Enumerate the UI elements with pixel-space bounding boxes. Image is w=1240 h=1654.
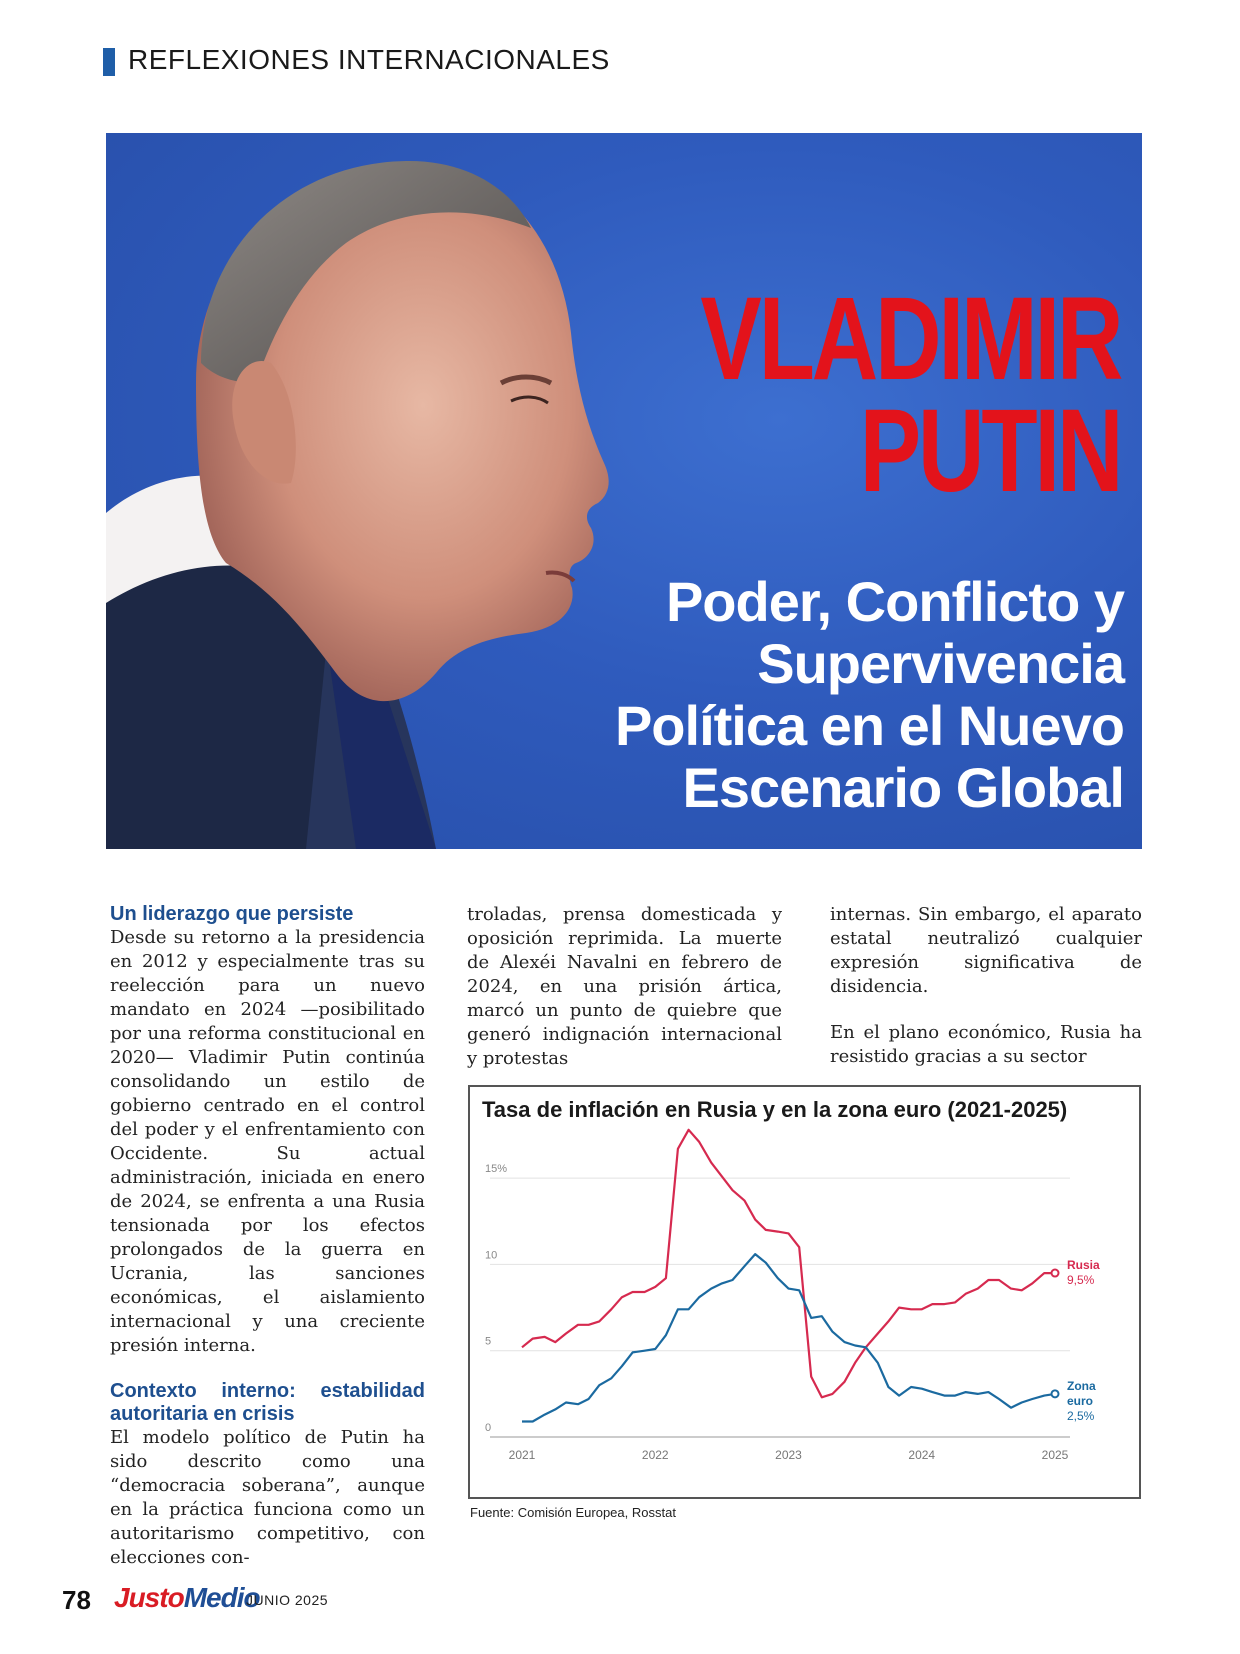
section-heading-2: Contexto interno: estabilidad autoritaria en crisis [110,1380,425,1425]
hero-subtitle: Poder, Conflicto y Supervivencia Política en el Nuevo Escenario Global [614,570,1124,819]
series-name-label: euro [1067,1393,1094,1408]
section-title: REFLEXIONES INTERNACIONALES [128,44,610,75]
article-paragraph-2: El modelo político de Putin ha sido descrito como una “democracia soberana”, aunque en la práctica funciona como un autoritarismo competitivo, con elecciones con- [110,1427,425,1568]
series-value-label: 9,5% [1067,1273,1095,1288]
article-column-2 [467,903,782,1071]
chart-title: Tasa de inflación en Rusia y en la zona euro (2021-2025) [482,1097,1068,1122]
issue-date: JUNIO 2025 [246,1592,329,1608]
x-tick-label: 2023 [775,1448,802,1462]
y-tick-label: 10 [485,1249,498,1262]
x-tick-label: 2021 [508,1448,536,1462]
logo-part-2: Medio [183,1582,260,1613]
article-paragraph-2-end: internas. Sin embargo, el aparato estatal neutralizó cualquier expresión significativa de disidencia. [830,904,1142,997]
article-column-3 [830,903,1142,1069]
y-tick-label: 0 [485,1422,492,1434]
article-paragraph-1: Desde su retorno a la presidencia en 2012 y especialmente tras su reelección para un nuevo mandato en 2024 —posibilitado por una reforma constitucional en 2020— Vladimir Putin continúa consolidando un estilo de gobierno centrado en el control del poder y el enfrentamiento con Occidente. Su actual administración, iniciada en enero de 2024, se enfrenta a una Rusia tensionada por los efectos prolongados de la guerra en Ucrania, las sanciones económicas, el aislamiento internacional y una creciente presión interna. [110,927,425,1356]
series-line-zona-euro [522,1254,1055,1421]
series-line-rusia [522,1130,1055,1398]
chart-plot [470,1087,1139,1497]
article-paragraph-2-continued: troladas, prensa domesticada y oposición reprimida. La muerte de Alexéi Navalni en febrero de 2024, en una prisión ártica, marcó un punto de quiebre que generó indignación internacional y protestas [467,904,782,1069]
x-tick-label: 2022 [641,1448,669,1462]
y-tick-label: 5 [485,1335,492,1348]
series-name-label: Rusia [1067,1258,1100,1273]
series-name-label: Zona [1067,1378,1096,1393]
hero-title-line1: VLADIMIR [700,273,1120,405]
x-tick-label: 2024 [908,1448,936,1462]
section-marker [103,48,115,76]
page-number: 78 [62,1585,91,1615]
series-end-point [1052,1390,1059,1397]
series-end-point [1052,1270,1059,1277]
magazine-logo [114,1582,260,1614]
inflation-chart [468,1085,1141,1499]
article-column-1 [110,903,425,1570]
chart-source: Fuente: Comisión Europea, Rosstat [470,1505,676,1520]
series-value-label: 2,5% [1067,1408,1095,1423]
hero-title-line2: PUTIN [859,385,1120,517]
y-tick-label: 15% [485,1163,508,1176]
hero-banner [106,133,1142,849]
article-paragraph-3: En el plano económico, Rusia ha resistido gracias a su sector [830,1022,1142,1067]
hero-title [700,273,1120,517]
logo-part-1: Justo [114,1582,184,1613]
section-heading-1: Un liderazgo que persiste [110,903,354,925]
x-tick-label: 2025 [1041,1448,1069,1462]
